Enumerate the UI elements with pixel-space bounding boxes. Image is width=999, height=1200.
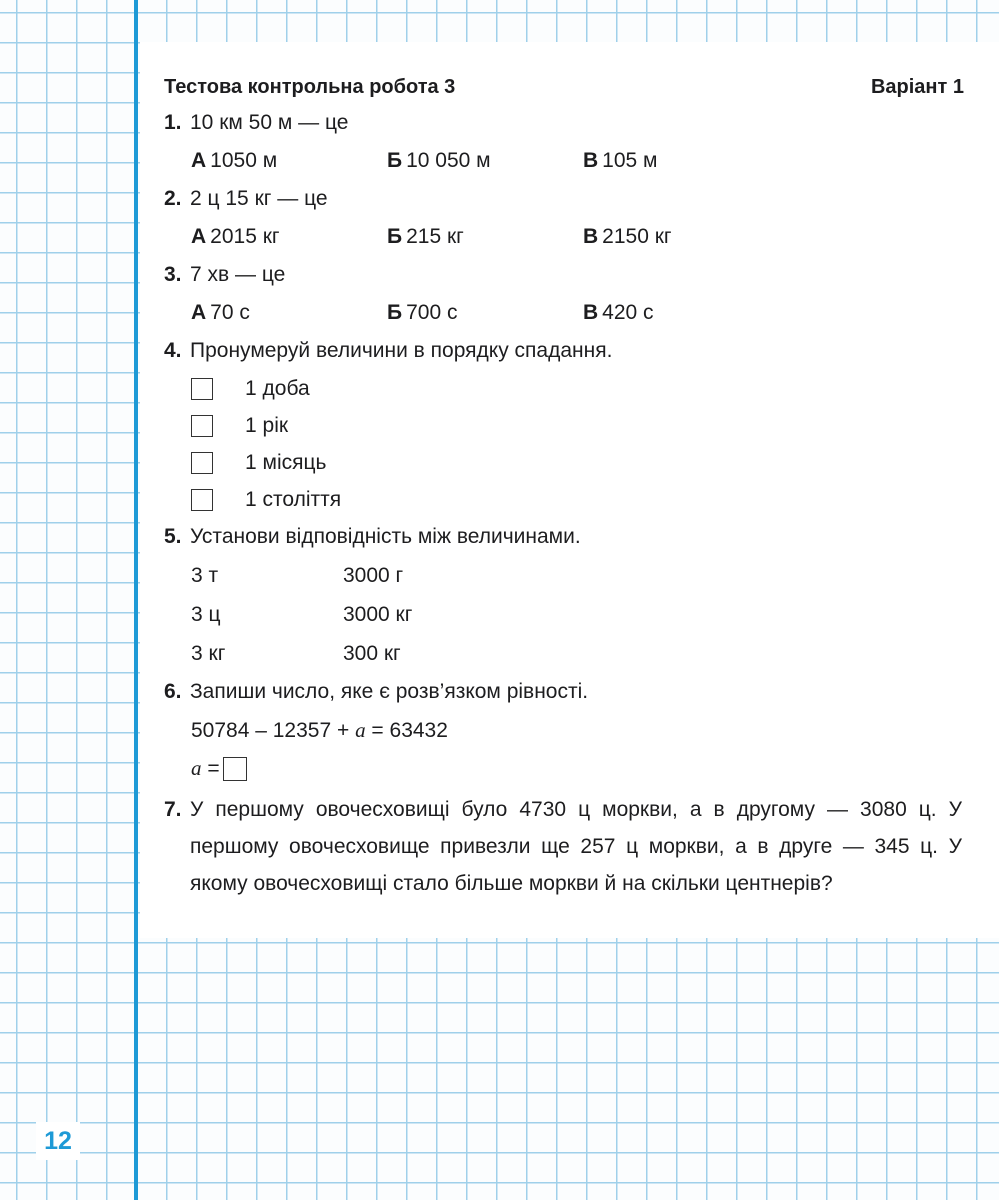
equation-right: = 63432 bbox=[365, 719, 448, 742]
equation-left: 50784 – 12357 + bbox=[191, 719, 356, 742]
option-b[interactable] bbox=[387, 218, 583, 256]
match-row bbox=[164, 595, 964, 634]
number-box[interactable] bbox=[191, 378, 213, 400]
task-2 bbox=[164, 180, 964, 218]
option-letter: А bbox=[191, 149, 207, 172]
task-text: 7 хв — це bbox=[190, 263, 286, 286]
task-7 bbox=[164, 791, 964, 902]
option-c[interactable] bbox=[583, 294, 654, 332]
list-item bbox=[164, 444, 964, 481]
option-letter: Б bbox=[387, 225, 403, 248]
option-value: 105 м bbox=[602, 149, 658, 172]
item-label: 1 доба bbox=[245, 376, 310, 400]
task-text: У першому овочесховищі було 4730 ц моркви, а в другому — 3080 ц. У першому овочесховище привезли ще 257 ц моркви, а в друге — 345 ц. У якому овочесховищі стало більше моркви й на скільки центнерів? bbox=[190, 798, 962, 895]
item-label: 1 рік bbox=[245, 413, 289, 437]
option-a[interactable] bbox=[191, 294, 387, 332]
variant-label: Варіант 1 bbox=[870, 75, 964, 98]
worksheet-content bbox=[164, 70, 964, 902]
option-letter: Б bbox=[387, 149, 403, 172]
option-value: 2150 кг bbox=[602, 225, 672, 248]
task-3 bbox=[164, 256, 964, 294]
option-b[interactable] bbox=[387, 142, 583, 180]
answer-line bbox=[164, 749, 964, 787]
answer-equals: = bbox=[201, 757, 220, 780]
task-text: Установи відповідність між величинами. bbox=[190, 525, 581, 548]
option-letter: В bbox=[583, 149, 599, 172]
match-left[interactable]: 3 кг bbox=[191, 641, 226, 665]
task-number: 6. bbox=[164, 680, 182, 703]
number-box[interactable] bbox=[191, 415, 213, 437]
task-number: 4. bbox=[164, 339, 182, 362]
match-left[interactable]: 3 ц bbox=[191, 602, 221, 626]
task-text: 2 ц 15 кг — це bbox=[190, 187, 328, 210]
option-a[interactable] bbox=[191, 218, 387, 256]
option-letter: В bbox=[583, 301, 599, 324]
task-number: 1. bbox=[164, 111, 182, 134]
equation-variable: a bbox=[355, 718, 366, 742]
task-3-options bbox=[164, 294, 964, 332]
option-value: 1050 м bbox=[210, 149, 278, 172]
answer-variable: a bbox=[191, 756, 202, 780]
option-a[interactable] bbox=[191, 142, 387, 180]
match-row bbox=[164, 556, 964, 595]
option-letter: В bbox=[583, 225, 599, 248]
number-box[interactable] bbox=[191, 452, 213, 474]
task-text: Запиши число, яке є розв’язком рівності. bbox=[190, 680, 589, 703]
option-value: 215 кг bbox=[406, 225, 464, 248]
task-text: 10 км 50 м — це bbox=[190, 111, 349, 134]
option-value: 700 с bbox=[406, 301, 458, 324]
option-value: 70 с bbox=[210, 301, 250, 324]
task-number: 7. bbox=[164, 798, 182, 821]
list-item bbox=[164, 407, 964, 444]
list-item bbox=[164, 370, 964, 407]
answer-box[interactable] bbox=[223, 757, 247, 781]
option-letter: Б bbox=[387, 301, 403, 324]
task-5 bbox=[164, 518, 964, 556]
option-value: 420 с bbox=[602, 301, 654, 324]
list-item bbox=[164, 481, 964, 518]
option-c[interactable] bbox=[583, 218, 672, 256]
match-row bbox=[164, 634, 964, 673]
task-6 bbox=[164, 673, 964, 711]
match-right[interactable]: 3000 кг bbox=[343, 602, 413, 626]
option-letter: А bbox=[191, 301, 207, 324]
option-b[interactable] bbox=[387, 294, 583, 332]
item-label: 1 століття bbox=[245, 487, 342, 511]
page-title: Тестова контрольна робота 3 bbox=[164, 75, 456, 98]
task-number: 2. bbox=[164, 187, 182, 210]
margin-line bbox=[134, 0, 138, 1200]
equation bbox=[164, 711, 964, 749]
option-value: 2015 кг bbox=[210, 225, 280, 248]
task-text: Пронумеруй величини в порядку спадання. bbox=[190, 339, 613, 362]
task-4 bbox=[164, 332, 964, 370]
match-right[interactable]: 300 кг bbox=[343, 641, 401, 665]
match-right[interactable]: 3000 г bbox=[343, 563, 404, 587]
number-box[interactable] bbox=[191, 489, 213, 511]
match-left[interactable]: 3 т bbox=[191, 563, 219, 587]
page-number: 12 bbox=[36, 1122, 80, 1160]
task-number: 5. bbox=[164, 525, 182, 548]
item-label: 1 місяць bbox=[245, 450, 327, 474]
task-1 bbox=[164, 104, 964, 142]
header bbox=[164, 70, 964, 104]
option-value: 10 050 м bbox=[406, 149, 491, 172]
task-1-options bbox=[164, 142, 964, 180]
task-number: 3. bbox=[164, 263, 182, 286]
option-letter: А bbox=[191, 225, 207, 248]
option-c[interactable] bbox=[583, 142, 657, 180]
task-2-options bbox=[164, 218, 964, 256]
